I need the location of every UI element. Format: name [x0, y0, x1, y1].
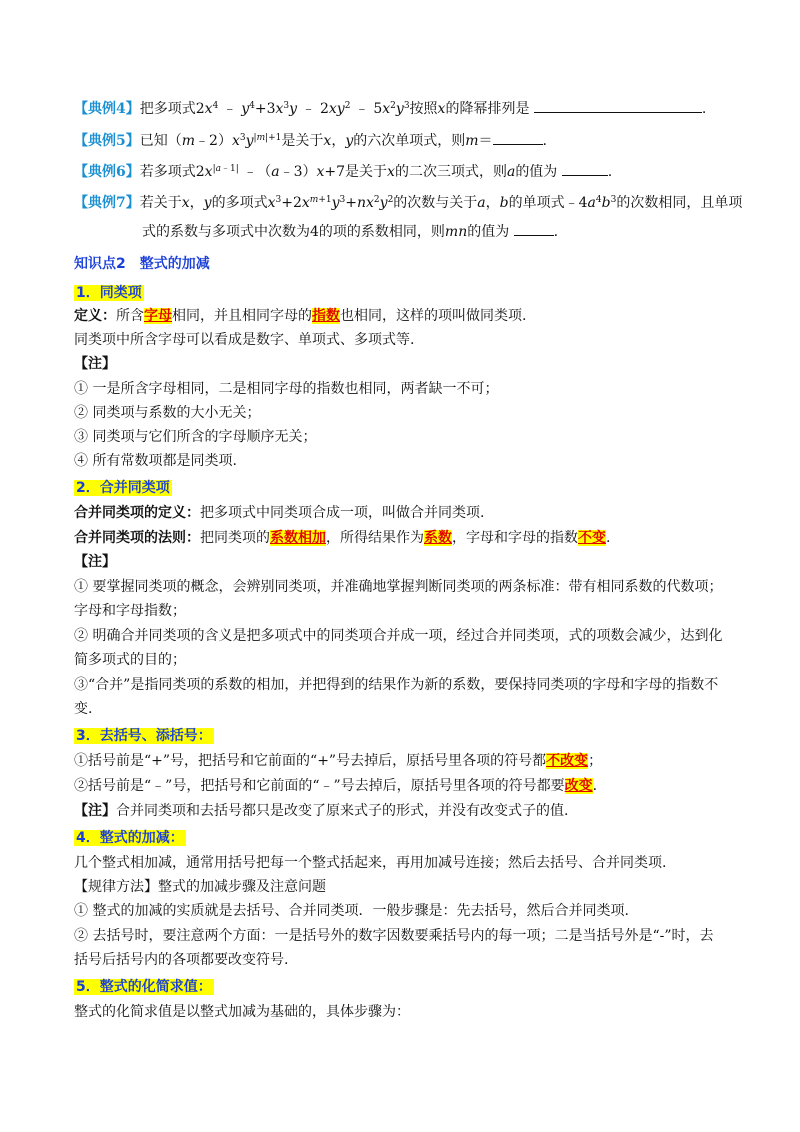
s2-note-label: 【注】	[74, 554, 116, 570]
s4-line-4b: 括号后括号内的各项都要改变符号.	[74, 952, 289, 968]
example-6: 【典例6】若多项式$2x^{|a﹣1|}$ ﹣（a﹣3）x+7是关于x的二次三项式，则a的值为 .	[74, 161, 612, 182]
s2-note-2a: ② 明确合并同类项的含义是把多项式中的同类项合并成一项，经过合并同类项，式的项数会减少，达到化	[74, 628, 723, 644]
answer-blank[interactable]	[534, 98, 702, 113]
answer-blank[interactable]	[562, 161, 608, 176]
knowledge-point-title: 知识点2 整式的加减	[74, 256, 210, 272]
section-3-title: 3．去括号、添括号：	[76, 728, 212, 744]
s2-note-3b: 变.	[74, 701, 93, 717]
s4-line-1: 几个整式相加减，通常用括号把每一个整式括起来，再用加减号连接；然后去括号、合并同类项.	[74, 855, 667, 871]
s1-note-label: 【注】	[74, 356, 116, 372]
section-4-title: 4．整式的加减：	[76, 830, 184, 846]
s1-definition: 定义：所含字母相同，并且相同字母的指数也相同，这样的项叫做同类项.	[74, 308, 527, 324]
s1-line2: 同类项中所含字母可以看成是数字、单项式、多项式等.	[74, 332, 415, 348]
section-5-title: 5．整式的化简求值：	[76, 979, 212, 995]
s1-note-2: ② 同类项与系数的大小无关；	[74, 405, 261, 421]
s2-note-1a: ① 要掌握同类项的概念，会辨别同类项，并准确地掌握判断同类项的两条标准：带有相同系数的代数项；	[74, 579, 723, 595]
example-4: 【典例4】把多项式$2x^4$ ﹣ $y^4+3x^3y$ ﹣ $2xy^2$ ﹣ $5x^2y^3$按照x的降幂排列是 .	[74, 98, 706, 119]
s4-line-4a: ② 去括号时，要注意两个方面：一是括号外的数字因数要乘括号内的每一项；二是当括号外是“-”时，去	[74, 928, 714, 944]
example-5: 【典例5】已知$(m﹣2)x^3y^{|m|+1}$是关于x，y的六次单项式，则m＝ .	[74, 130, 547, 151]
example-tag: 【典例7】	[74, 195, 140, 211]
s4-line-3: ① 整式的加减的实质就是去括号、合并同类项．一般步骤是：先去括号，然后合并同类项.	[74, 903, 629, 919]
answer-blank[interactable]	[493, 130, 543, 145]
polynomial: $2x^4$ ﹣ $y^4+3x^3y$ ﹣ $2xy^2$ ﹣ $5x^2y^3$	[195, 101, 410, 117]
example-tag: 【典例4】	[74, 101, 140, 117]
s2-note-3a: ③“合并”是指同类项的系数的相加，并把得到的结果作为新的系数，要保持同类项的字母和字母的指数不	[74, 677, 719, 693]
example-tag: 【典例5】	[74, 133, 140, 149]
s2-definition: 合并同类项的定义：把多项式中同类项合成一项，叫做合并同类项.	[74, 505, 485, 521]
section-1-title: 1．同类项	[76, 285, 142, 301]
s4-line-2: 【规律方法】整式的加减步骤及注意问题	[74, 879, 326, 895]
s1-note-1: ① 一是所含字母相同，二是相同字母的指数也相同，两者缺一不可；	[74, 381, 499, 397]
example-7-cont: 式的系数与多项式中次数为4的项的系数相同，则mn的值为 .	[142, 221, 558, 242]
s1-note-3: ③ 同类项与它们所含的字母顺序无关；	[74, 429, 317, 445]
s2-rule: 合并同类项的法则：把同类项的系数相加，所得结果作为系数，字母和字母的指数不变.	[74, 530, 611, 546]
section-2-title: 2．合并同类项	[76, 480, 170, 496]
s3-line-1: ①括号前是“+”号，把括号和它前面的“+”号去掉后，原括号里各项的符号都不改变；	[74, 753, 603, 769]
s3-note: 【注】合并同类项和去括号都只是改变了原来式子的形式，并没有改变式子的值.	[74, 803, 569, 819]
example-tag: 【典例6】	[74, 164, 140, 180]
s5-line-1: 整式的化简求值是以整式加减为基础的，具体步骤为：	[74, 1004, 410, 1020]
example-7: 【典例7】若关于x，y的多项式$x^3+2x^{m+1}y^3+nx^2y^2$的次数与关于a，b的单项式$﹣4a^4b^3$的次数相同，且单项	[74, 195, 743, 211]
s1-note-4: ④ 所有常数项都是同类项.	[74, 453, 237, 469]
s2-note-1b: 字母和字母指数；	[74, 603, 186, 619]
s3-line-2: ②括号前是“﹣”号，把括号和它前面的“﹣”号去掉后，原括号里各项的符号都要改变.	[74, 778, 598, 794]
s2-note-2b: 简多项式的目的；	[74, 652, 186, 668]
answer-blank[interactable]	[514, 221, 554, 236]
